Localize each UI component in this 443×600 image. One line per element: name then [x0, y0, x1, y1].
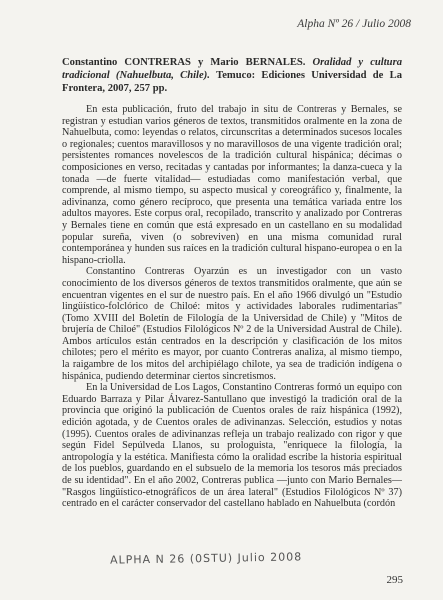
page-number: 295 [386, 574, 403, 586]
citation-publisher: Temuco: Ediciones Universidad de La Frontera, 2007, 257 pp. [62, 70, 402, 94]
paragraph-2: Constantino Contreras Oyarzún es un investigador con un vasto conocimiento de los diversos géneros de textos transmitidos oralmente, que aún se encuentran vigentes en el sur de nuestro país. En el año 1966 divulgó un "Estudio lingüístico-folclórico de Chiloé: mitos y actividades laborales rudimentarias" (Tomo XVIII del Boletín de Filología de la Universidad de Chile) y "Mitos de brujería de Chiloé" (Estudios Filológicos Nº 2 de la Universidad Austral de Chile). Ambos artículos están centrados en la descripción y clasificación de los mitos chilotes; pero el mérito es mayor, por cuanto Contreras analiza, al mismo tiempo, la raigambre de los mitos del archipiélago chilote, ya sea de tradición indígena o hispánica, pudiendo determinar ciertos sincretismos. [62, 266, 402, 382]
handwritten-note: ALPHA N 26 (0STU) Julio 2008 [109, 550, 303, 567]
citation-authors: Constantino CONTRERAS y Mario BERNALES. [62, 57, 306, 68]
bibliographic-citation [62, 56, 402, 95]
paragraph-3: En la Universidad de Los Lagos, Constantino Contreras formó un equipo con Eduardo Barraza y Pilar Álvarez-Santullano que investigó la tradición oral de la provincia que originó la publicación de Cuentos orales de raíz hispánica (1992), edición agotada, y de Cuentos orales de adivinanzas. Selección, estudios y notas (1995). Cuentos orales de adivinanzas refleja un trabajo realizado con rigor y que según Fidel Sepúlveda Llanos, su prologuista, "enriquece la filología, la antropología y la estética. Manifiesta cómo la oralidad escribe la historia espiritual de los pueblos, guardando en el subsuelo de la memoria los tesoros más preciados de su identidad". En el año 2002, Contreras publica —junto con Mario Bernales— "Rasgos lingüístico-etnográficos de un área lateral" (Estudios Filológicos Nº 37) centrado en el carácter conservador del castellano hablado en Nahuelbuta (cordón [62, 382, 402, 510]
citation-title: Oralidad y cultura tradicional (Nahuelbuta, Chile). [62, 57, 402, 81]
running-head: Alpha Nº 26 / Julio 2008 [297, 18, 411, 30]
paragraph-1: En esta publicación, fruto del trabajo in situ de Contreras y Bernales, se registran y estudian varios géneros de textos, transmitidos oralmente en la zona de Nahuelbuta, como: leyendas o relatos, circunscritas a determinados sucesos locales o regionales; cuentos maravillosos y no maravillosos de una vigente tradición oral; persistentes romances novelescos de la tradición cultural hispánica; décimas o composiciones en verso, recitadas y cantadas por informantes; la danza-cueca y la tonada —de fuerte vitalidad— estudiadas como manifestación verbal, que comprende, al mismo tiempo, su aspecto musical y coreográfico y, finalmente, la adivinanza, como género recíproco, que presenta una temática variada entre los adultos mayores. Este corpus oral, recopilado, transcrito y analizado por Contreras y Bernales tiene en común que está expresado en un castellano en su modalidad popular sureña, viven (o sobreviven) en una misma comunidad rural contemporánea y hunden sus raíces en la tradición cultural hispano-europea o en la hispano-criolla. [62, 104, 402, 266]
review-body [62, 104, 402, 510]
